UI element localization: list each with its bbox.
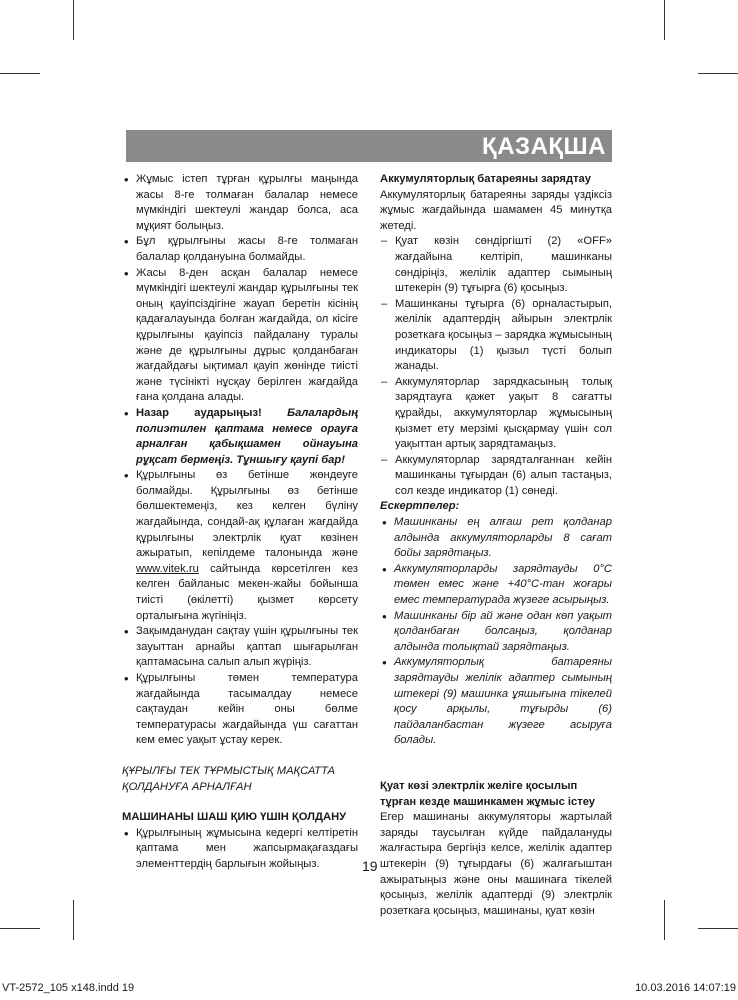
page-number: 19 [362, 858, 378, 874]
warning-text: Балалардың полиэтилен қаптама немесе орауға арналған қабықшамен ойнауына рұқсат бермеңіз. Тұншығу қаупі бар! [136, 406, 358, 466]
crop-mark [73, 900, 74, 940]
mains-text: Егер машинаны аккумуляторы жартылай заряды таусылған күйде пайдалануды жалғастыра бергіңіз келсе, желілік адаптер штекерін (9) тұғырдағы (6) жалғағыштан ажыратыңыз және оны машинаға тікелей қосыңыз, желілік адаптерді (9) электрлік розеткаға қосыңыз, машинаны, қуат көзін [380, 811, 612, 917]
list-item: – Қуат көзін сөндіргішті (2) «OFF» жағдайына келтіріп, машинканы сөндіріңіз, желілік адаптер сымының штекерін (9) тұғырға (6) қосыңыз. [380, 234, 612, 296]
repair-text-cont: сайтында көрсетілген кез келген байланыс мекен-жайы бойынша тиісті (өкілетті) қызмет көрсету орталығына жүгініңіз. [136, 562, 359, 622]
charge-steps [380, 234, 612, 499]
crop-mark [0, 928, 40, 929]
list-item: • Жұмыс істеп тұрған құрылғы маңында жасы 8-ге толмаған балалар немесе мүмкіндігі шектеулі жандар болса, аса мұқият болыңыз. [122, 172, 358, 234]
website-link[interactable]: www.vitek.ru [136, 562, 199, 575]
crop-mark [73, 0, 74, 40]
list-item: • Зақымданудан сақтау үшін құрылғыны тек зауыттан арнайы қаптап шығарылған қаптамасына салып алып жүріңіз. [122, 624, 358, 671]
usage-heading: МАШИНАНЫ ШАШ ҚИЮ ҮШІН ҚОЛДАНУ [122, 811, 347, 824]
charge-heading: Аккумуляторлық батареяны зарядтау [380, 173, 591, 185]
usage-list [122, 826, 358, 873]
language-header-band [126, 130, 612, 162]
list-item: – Аккумуляторлар зарядталғаннан кейін машинканы тұғырдан (6) алып тастаңыз, сол кезде индикатор (1) сөнеді. [380, 453, 612, 500]
list-item [122, 406, 358, 468]
crop-mark [0, 73, 40, 74]
spacer [380, 764, 612, 779]
list-item: – Машинканы тұғырға (6) орналастырып, желілік адаптердің айырын электрлік розеткаға қосыңыз – зарядка жұмысының индикаторы (1) қызыл түсті болып жанады. [380, 297, 612, 375]
household-notice: ҚҰРЫЛҒЫ ТЕК ТҰРМЫСТЫҚ МАҚСАТТА ҚОЛДАНУҒА АРНАЛҒАН [122, 764, 335, 793]
list-item: • Құрылғының жұмысына кедергі келтіретін қаптама мен жапсырмақағаздағы элементтердің барлығын жойыңыз. [122, 826, 358, 873]
list-item: • Аккумуляторлық батареяны зарядтауды желілік адаптер сымының штекері (9) машинка ұяшығына тікелей қосу арқылы, тұғырды (6) пайдаланбастан жүзеге асыруға болады. [380, 655, 612, 749]
list-item: • Құрылғыны төмен температура жағдайында тасымалдау немесе сақтаудан кейін оны бөлме температурасы жағдайында үш сағаттан кем емес уақыт ұстау керек. [122, 671, 358, 749]
charge-intro: Аккумуляторлық батареяны заряды үздіксіз жұмыс жағдайында шамамен 45 минутқа жетеді. [380, 188, 612, 232]
notes-list [380, 515, 612, 749]
right-column [380, 172, 612, 919]
list-item: • Аккумуляторларды зарядтауды 0°С төмен емес және +40°С-тан жоғары емес температурада жүзеге асырыңыз. [380, 562, 612, 609]
language-title: ҚАЗАҚША [482, 133, 606, 160]
spacer [122, 749, 358, 764]
crop-mark [698, 73, 738, 74]
crop-mark [698, 928, 738, 929]
list-item [122, 468, 358, 624]
list-item: • Машинканы ең алғаш рет қолданар алдында аккумуляторларды 8 сағат бойы зарядтаңыз. [380, 515, 612, 562]
footer-file-info: VT-2572_105 x148.indd 19 [2, 982, 135, 994]
repair-text: Құрылғыны өз бетінше жөндеуге болмайды. Құрылғыны өз бетінше бөлшектемеңіз, кез келген бүлiну жағдайында, сондай-ақ құлаған жағдайда құрылғыны электрлік қуат көзінен ажыратып, кепілдеме талонында және [136, 469, 358, 560]
safety-list [122, 172, 358, 749]
crop-mark [664, 0, 665, 40]
list-item: • Бұл құрылғыны жасы 8-ге толмаған балалар қолдануына болмайды. [122, 234, 358, 265]
spacer [380, 749, 612, 764]
mains-heading: Қуат көзі электрлік желіге қосылып тұрған кезде машинкамен жұмыс істеу [380, 779, 596, 808]
crop-mark [664, 900, 665, 940]
footer-timestamp: 10.03.2016 14:07:19 [635, 982, 736, 994]
warning-lead: Назар аударыңыз! [136, 406, 262, 419]
list-item: • Жасы 8-ден асқан балалар немесе мүмкіндігі шектеулі жандар құрылғыны тек оның қауіпсіздігіне жауап беретін кісінің қадағалауында болған жағдайда, ол кісіге құрылғыны қауіпсіз пайдалану туралы және де құрылғыны дұрыс қолданбаған жағдайдағы ықтимал қауіп жөнінде тиісті және түсінікті нұсқау берілген жағдайда ғана қолдана алады. [122, 266, 358, 406]
left-column [122, 172, 358, 873]
list-item: – Аккумуляторлар зарядкасының толық зарядтауға қажет уақыт 8 сағатты құрайды, аккумуляторлар жұмысының қызмет ету мерзімі қысқармау үшін сол уақыттан артық зарядтамаңыз. [380, 375, 612, 453]
list-item: • Машинканы бір ай және одан көп уақыт қолданбаған болсаңыз, қолданар алдында толықтай зарядтаңыз. [380, 609, 612, 656]
notes-heading: Ескертпелер: [380, 500, 460, 513]
spacer [122, 795, 358, 810]
